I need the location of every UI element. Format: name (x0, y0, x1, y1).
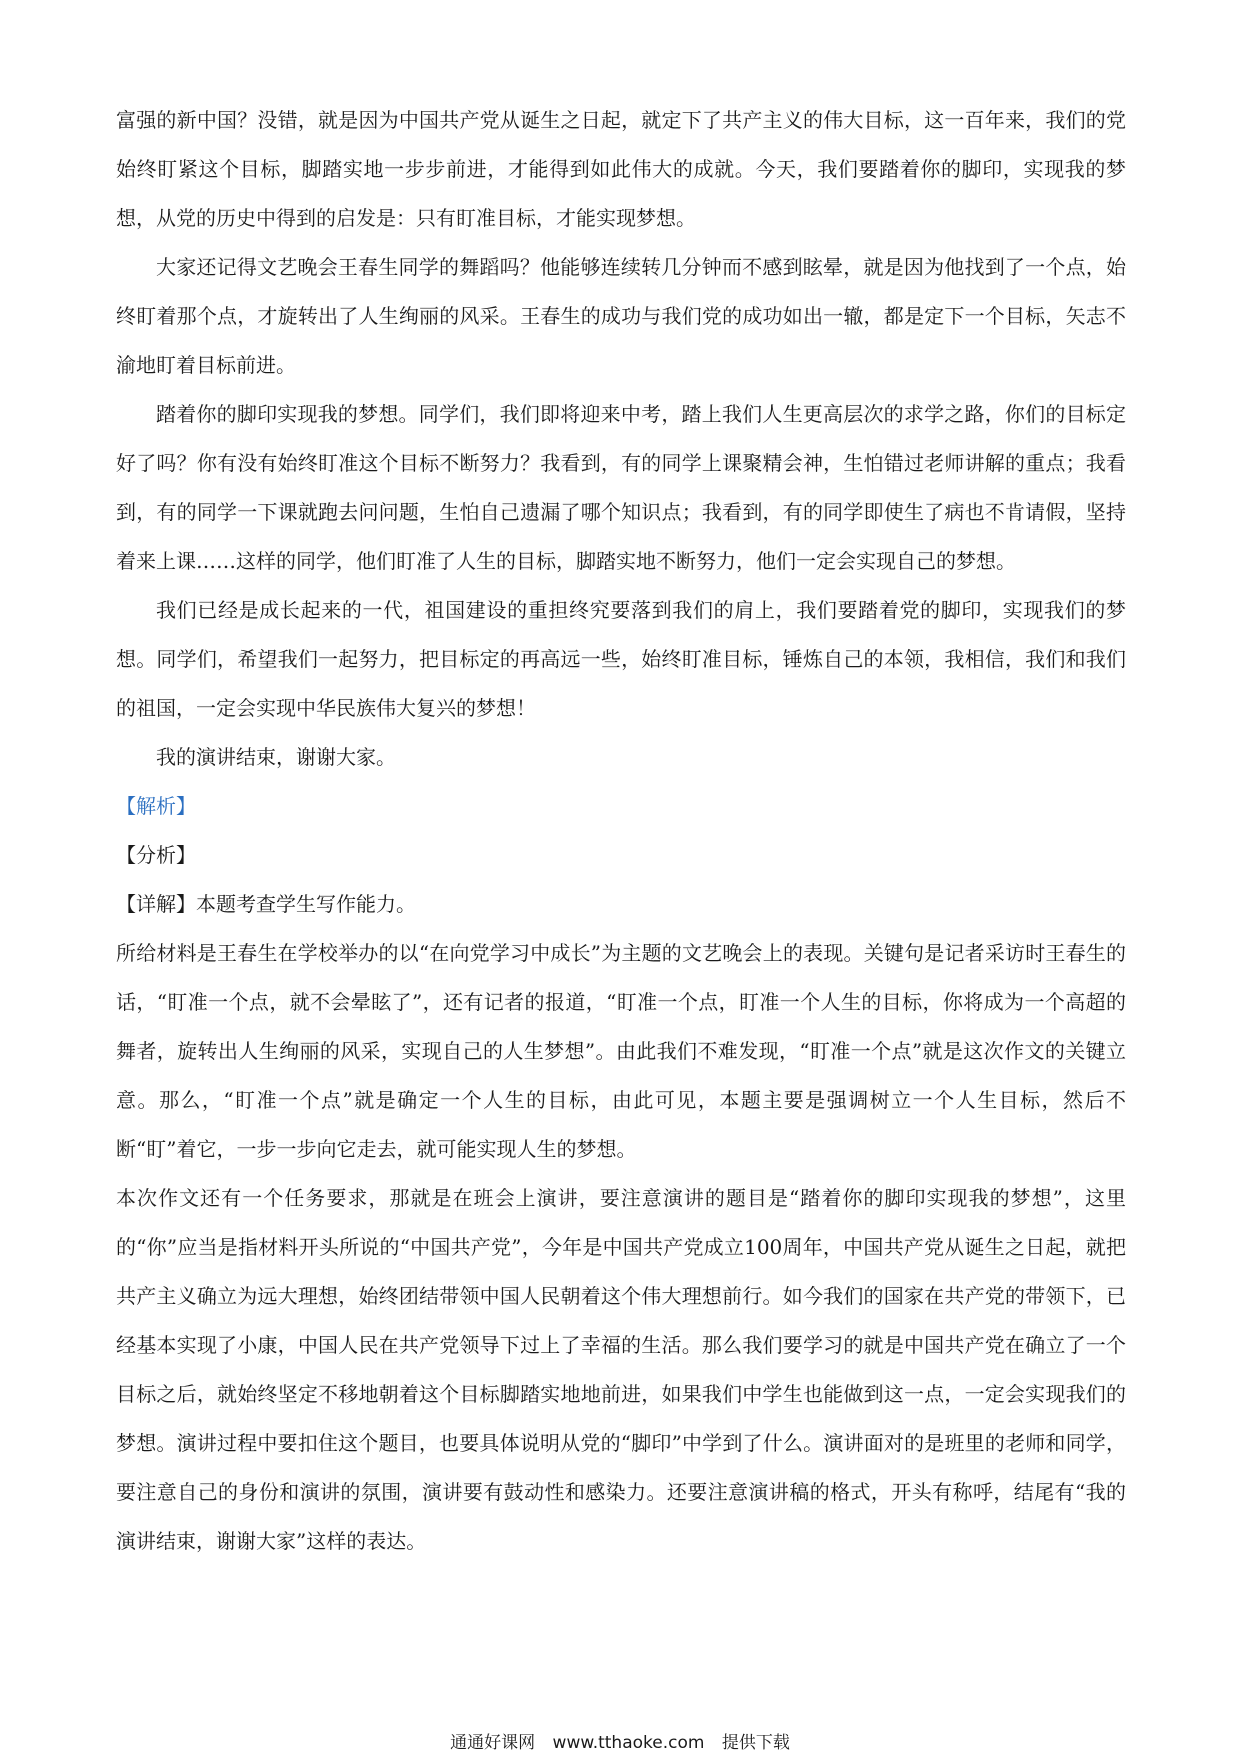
speech-paragraph-1: 富强的新中国？没错，就是因为中国共产党从诞生之日起，就定下了共产主义的伟大目标，这一百年来，我们的党始终盯紧这个目标，脚踏实地一步步前进，才能得到如此伟大的成就。今天，我们要踏着你的脚印，实现我的梦想，从党的历史中得到的启发是：只有盯准目标，才能实现梦想。 (116, 108, 1126, 230)
analysis-paragraph-2: 本次作文还有一个任务要求，那就是在班会上演讲，要注意演讲的题目是“踏着你的脚印实现我的梦想”，这里的“你”应当是指材料开头所说的“中国共产党”，今年是中国共产党成立100周年，中国共产党从诞生之日起，就把共产主义确立为远大理想，始终团结带领中国人民朝着这个伟大理想前行。如今我们的国家在共产党的带领下，已经基本实现了小康，中国人民在共产党领导下过上了幸福的生活。那么我们要学习的就是中国共产党在确立了一个目标之后，就始终坚定不移地朝着这个目标脚踏实地地前进，如果我们中学生也能做到这一点，一定会实现我们的梦想。演讲过程中要扣住这个题目，也要具体说明从党的“脚印”中学到了什么。演讲面对的是班里的老师和同学，要注意自己的身份和演讲的氛围，演讲要有鼓动性和感染力。还要注意演讲稿的格式，开头有称呼，结尾有“我的演讲结束，谢谢大家”这样的表达。 (116, 1186, 1126, 1553)
document-body (116, 96, 1126, 1566)
page-footer (0, 1728, 1240, 1753)
speech-paragraph-2: 大家还记得文艺晚会王春生同学的舞蹈吗？他能够连续转几分钟而不感到眩晕，就是因为他找到了一个点，始终盯着那个点，才旋转出了人生绚丽的风采。王春生的成功与我们党的成功如出一辙，都是定下一个目标，矢志不渝地盯着目标前进。 (116, 255, 1126, 377)
analysis-paragraph-1: 所给材料是王春生在学校举办的以“在向党学习中成长”为主题的文艺晚会上的表现。关键句是记者采访时王春生的话，“盯准一个点，就不会晕眩了”，还有记者的报道，“盯准一个点，盯准一个人生的目标，你将成为一个高超的舞者，旋转出人生绚丽的风采，实现自己的人生梦想”。由此我们不难发现，“盯准一个点”就是这次作文的关键立意。那么，“盯准一个点”就是确定一个人生的目标，由此可见，本题主要是强调树立一个人生目标，然后不断“盯”着它，一步一步向它走去，就可能实现人生的梦想。 (116, 941, 1126, 1161)
jiexi-heading: 【解析】 (116, 794, 196, 818)
footer-url[interactable]: www.tthaoke.com (552, 1733, 705, 1753)
xiangjie-heading: 【详解】本题考查学生写作能力。 (116, 892, 416, 916)
speech-paragraph-4: 我们已经是成长起来的一代，祖国建设的重担终究要落到我们的肩上，我们要踏着党的脚印，实现我们的梦想。同学们，希望我们一起努力，把目标定的再高远一些，始终盯准目标，锤炼自己的本领，我相信，我们和我们的祖国，一定会实现中华民族伟大复兴的梦想！ (116, 598, 1126, 720)
speech-closing: 我的演讲结束，谢谢大家。 (156, 745, 396, 769)
fenxi-heading: 【分析】 (116, 843, 196, 867)
footer-note: 提供下载 (721, 1733, 790, 1753)
speech-paragraph-3: 踏着你的脚印实现我的梦想。同学们，我们即将迎来中考，踏上我们人生更高层次的求学之路，你们的目标定好了吗？你有没有始终盯准这个目标不断努力？我看到，有的同学上课聚精会神，生怕错过老师讲解的重点；我看到，有的同学一下课就跑去问问题，生怕自己遗漏了哪个知识点；我看到，有的同学即使生了病也不肯请假，坚持着来上课……这样的同学，他们盯准了人生的目标，脚踏实地不断努力，他们一定会实现自己的梦想。 (116, 402, 1126, 573)
footer-site-name: 通通好课网 (450, 1733, 536, 1753)
